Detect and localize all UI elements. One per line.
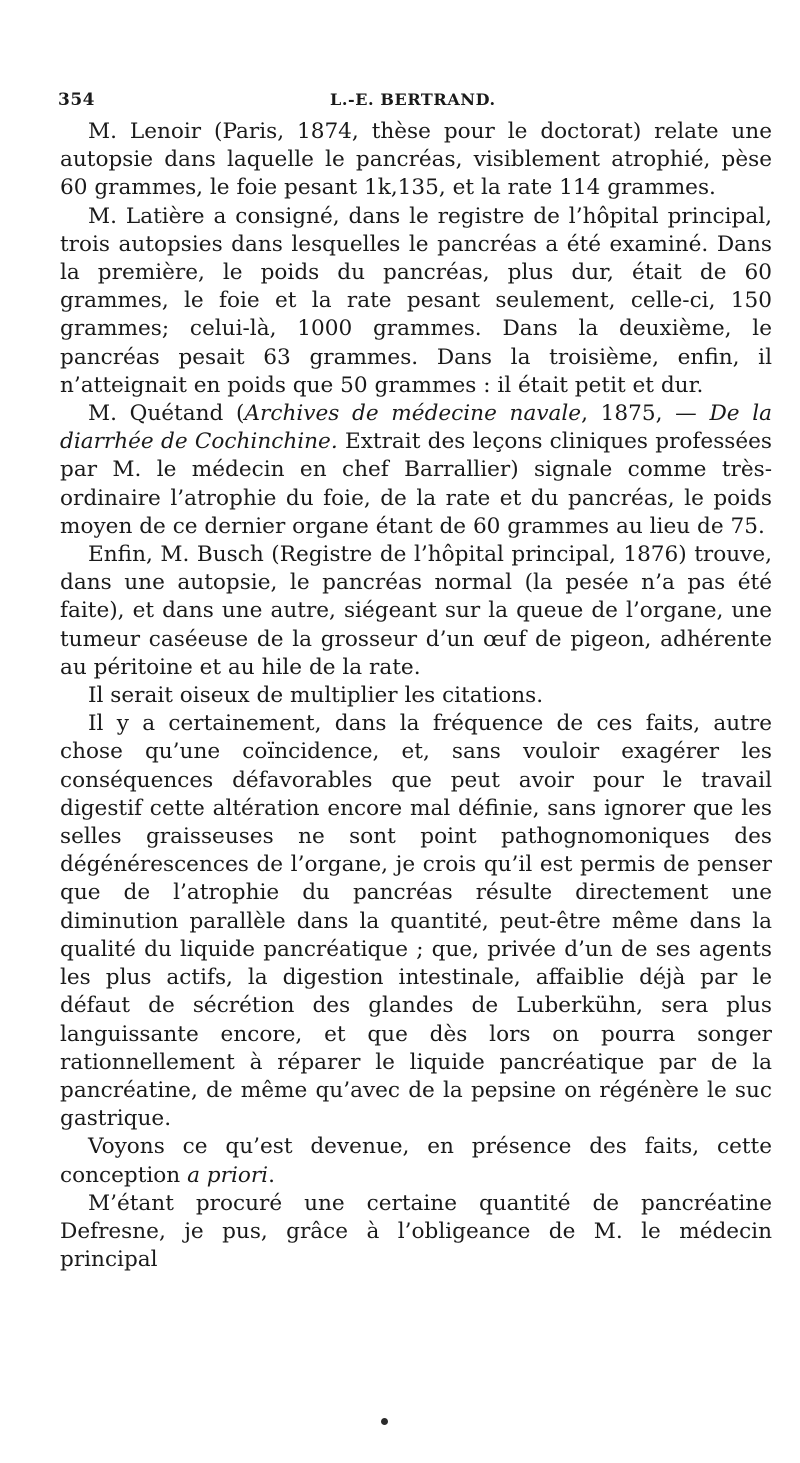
- body-text: [60, 118, 772, 1274]
- running-title: L.-E. BERTRAND.: [330, 90, 496, 109]
- text-segment: Voyons ce qu’est devenue, en présence des faits, cette conception: [60, 1134, 772, 1188]
- text-segment: M. Latière a consigné, dans le registre de l’hôpital principal, trois autopsies dans lesquelles le pancréas a été examiné. Dans la première, le poids du pancréas, plus dur, était de 60 grammes, le foie et la rate pesant seulement, celle-ci, 150 grammes; celui-là, 1000 grammes. Dans la deuxième, le pancréas pesait 63 grammes. Dans la troisième, enfin, il n’atteignait en poids que 50 grammes : il était petit et dur.: [60, 203, 772, 398]
- ink-mark: [381, 1418, 388, 1425]
- italic-text: Archives de médecine navale: [244, 401, 582, 427]
- text-segment: Il serait oiseux de multiplier les citations.: [88, 683, 544, 709]
- paragraph: [60, 400, 772, 541]
- text-segment: , 1875, —: [581, 401, 710, 427]
- text-segment: Enfin, M. Busch (Registre de l’hôpital principal, 1876) trouve, dans une autopsie, le pancréas normal (la pesée n’a pas été faite), et dans une autre, siégeant sur la queue de l’organe, une tumeur caséeuse de la grosseur d’un œuf de pigeon, adhérente au péritoine et au hile de la rate.: [60, 542, 772, 680]
- paragraph: [60, 541, 772, 682]
- paragraph: [60, 118, 772, 203]
- paragraph: [60, 203, 772, 400]
- page-number: 354: [58, 90, 95, 110]
- text-segment: Extrait des leçons cliniques professées par M. le médecin en chef Barrallier) signale comme très-ordinaire l’atrophie du foie, de la rate et du pancréas, le poids moyen de ce dernier organe étant de 60 grammes au lieu de 75.: [60, 429, 772, 539]
- text-segment: M. Quétand (: [88, 401, 245, 427]
- paragraph: [60, 710, 772, 1133]
- text-segment: M’étant procuré une certaine quantité de pancréatine Defresne, je pus, grâce à l’obligeance de M. le médecin principal: [60, 1190, 772, 1273]
- paragraph: [60, 682, 772, 710]
- text-segment: Il y a certainement, dans la fréquence de ces faits, autre chose qu’une coïncidence, et, sans vouloir exagérer les conséquences défavorables que peut avoir pour le travail digestif cette altération encore mal définie, sans ignorer que les selles graisseuses ne sont point pathognomoniques des dégénérescences de l’organe, je crois qu’il est permis de penser que de l’atrophie du pancréas résulte directement une diminution parallèle dans la quantité, peut-être même dans la qualité du liquide pancréatique ; que, privée d’un de ses agents les plus actifs, la digestion intestinale, affaiblie déjà par le défaut de sécrétion des glandes de Luberkühn, sera plus languissante encore, et que dès lors on pourra songer rationnellement à réparer le liquide pancréatique par de la pancréatine, de même qu’avec de la pepsine on régénère le suc gastrique.: [60, 711, 772, 1132]
- paragraph: [60, 1190, 772, 1275]
- text-segment: M. Lenoir (Paris, 1874, thèse pour le doctorat) relate une autopsie dans laquelle le pancréas, visiblement atrophié, pèse 60 grammes, le foie pesant 1k,135, et la rate 114 grammes.: [60, 119, 772, 201]
- paragraph: [60, 1133, 772, 1189]
- running-head: [58, 90, 778, 114]
- italic-text: De la diarrhée de Cochinchine.: [60, 401, 772, 455]
- italic-text: a priori: [187, 1162, 269, 1188]
- text-segment: .: [268, 1162, 275, 1188]
